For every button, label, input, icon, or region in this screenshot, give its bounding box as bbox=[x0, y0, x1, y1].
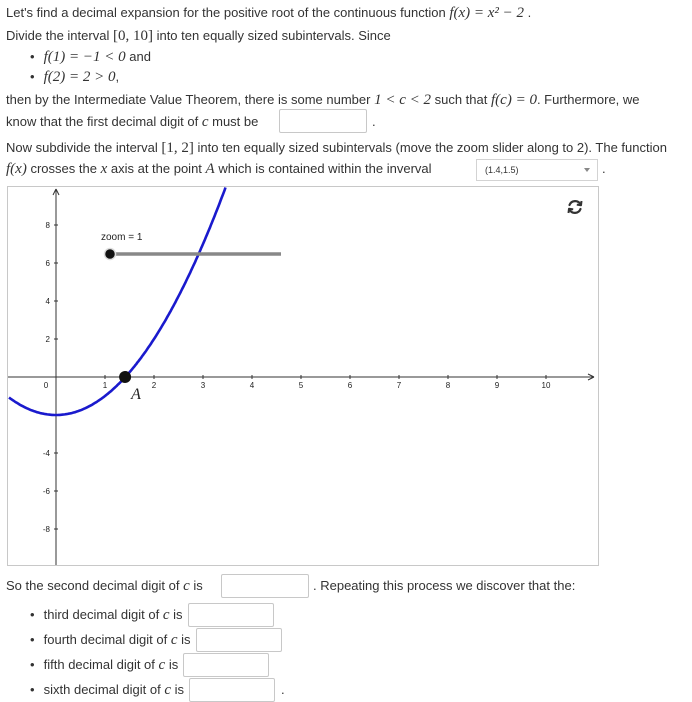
text: into ten equally sized subintervals. Since bbox=[156, 28, 391, 43]
intro-text: Let's find a decimal expansion for the positive root of the continuous function bbox=[6, 5, 446, 20]
punctuation: . bbox=[527, 5, 532, 20]
fourth-digit-input[interactable] bbox=[196, 628, 282, 652]
math-var: c bbox=[164, 682, 171, 698]
punctuation bbox=[281, 681, 285, 699]
x-tick-label: 10 bbox=[541, 381, 551, 390]
refresh-icon[interactable] bbox=[565, 197, 585, 217]
fourth-digit-line bbox=[30, 631, 191, 649]
y-tick-label: 6 bbox=[45, 259, 50, 268]
text: is bbox=[181, 632, 191, 647]
text: third decimal digit of bbox=[43, 607, 160, 622]
first-digit-input[interactable] bbox=[279, 109, 367, 133]
interval-dropdown[interactable] bbox=[476, 159, 598, 181]
second-digit-line bbox=[6, 577, 203, 595]
math-fc: f(c) = 0 bbox=[491, 92, 537, 108]
sixth-digit-input[interactable] bbox=[189, 678, 275, 702]
text: . bbox=[602, 161, 606, 176]
bullet-dot: • bbox=[30, 632, 35, 647]
text: . bbox=[372, 114, 376, 129]
bullet-f1 bbox=[30, 48, 151, 66]
x-tick-label: 9 bbox=[494, 381, 500, 390]
bullet-dot: • bbox=[30, 682, 35, 697]
y-tick-label: -6 bbox=[42, 487, 50, 496]
x-tick-label: 6 bbox=[347, 381, 353, 390]
text: So the second decimal digit of bbox=[6, 578, 180, 593]
text: Now subdivide the interval bbox=[6, 140, 158, 155]
bullet-dot: • bbox=[30, 657, 35, 672]
math-var: c bbox=[183, 578, 190, 594]
text: crosses the bbox=[30, 161, 97, 176]
dropdown-selected-value: (1.4,1.5) bbox=[485, 165, 519, 175]
second-digit-input[interactable] bbox=[221, 574, 309, 598]
text: is bbox=[174, 682, 184, 697]
text: Divide the interval bbox=[6, 28, 110, 43]
text: such that bbox=[434, 92, 488, 107]
y-tick-label: 8 bbox=[45, 221, 50, 230]
text: is bbox=[173, 607, 183, 622]
text: . Furthermore, we bbox=[536, 92, 640, 107]
math-var: c bbox=[158, 657, 166, 673]
text: know that the first decimal digit of bbox=[6, 114, 199, 129]
punctuation bbox=[372, 113, 376, 131]
math-var: c bbox=[201, 114, 209, 130]
y-tick-label: 4 bbox=[45, 297, 50, 306]
math-var: c bbox=[162, 607, 170, 623]
zoom-slider-handle[interactable] bbox=[105, 249, 116, 260]
x-tick-label: 7 bbox=[396, 381, 402, 390]
text: . Repeating this process we discover that the: bbox=[313, 578, 576, 593]
text: , bbox=[115, 69, 120, 84]
x-tick-label: 4 bbox=[249, 381, 255, 390]
sixth-digit-line bbox=[30, 681, 184, 699]
text: fourth decimal digit of bbox=[43, 632, 168, 647]
intro-line-6 bbox=[6, 113, 258, 131]
bullet-dot: • bbox=[30, 607, 35, 622]
chevron-down-icon bbox=[584, 168, 590, 172]
punctuation bbox=[602, 160, 606, 178]
bullet-dot: • bbox=[30, 49, 35, 64]
math-f1: f(1) = −1 < 0 bbox=[43, 49, 126, 65]
text: into ten equally sized subintervals (move the zoom slider along to 2). The function bbox=[197, 140, 667, 155]
third-digit-input[interactable] bbox=[188, 603, 274, 627]
intro-line-1 bbox=[6, 4, 531, 22]
point-A-label: A bbox=[131, 386, 141, 403]
interval-math: [0, 10] bbox=[112, 28, 153, 44]
text: then by the Intermediate Value Theorem, there is some number bbox=[6, 92, 371, 107]
repeat-text bbox=[313, 577, 575, 595]
text: . bbox=[281, 682, 285, 697]
fifth-digit-line bbox=[30, 656, 178, 674]
text: is bbox=[193, 578, 203, 593]
third-digit-line bbox=[30, 606, 183, 624]
text: sixth decimal digit of bbox=[43, 682, 161, 697]
fifth-digit-input[interactable] bbox=[183, 653, 269, 677]
text: is bbox=[168, 657, 179, 672]
origin-label: 0 bbox=[43, 381, 49, 390]
text: fifth decimal digit of bbox=[43, 657, 155, 672]
math-point: A bbox=[205, 161, 215, 177]
y-tick-label: -4 bbox=[42, 449, 50, 458]
y-tick-label: 2 bbox=[45, 335, 50, 344]
parabola-curve bbox=[9, 188, 226, 416]
x-tick-label: 5 bbox=[298, 381, 304, 390]
text: must be bbox=[212, 114, 259, 129]
x-tick-label: 8 bbox=[445, 381, 451, 390]
x-tick-label: 2 bbox=[151, 381, 157, 390]
zoom-label: zoom = 1 bbox=[101, 232, 143, 243]
x-tick-label: 1 bbox=[102, 381, 108, 390]
y-tick-label: -8 bbox=[42, 525, 50, 534]
math-fx: f(x) bbox=[6, 161, 27, 177]
text: which is contained within the inverval bbox=[218, 161, 432, 176]
subdivide-line-2 bbox=[6, 160, 432, 178]
x-tick-label: 3 bbox=[200, 381, 206, 390]
function-plot[interactable] bbox=[8, 187, 598, 565]
math-c-range: 1 < c < 2 bbox=[374, 92, 431, 108]
text: axis at the point bbox=[110, 161, 202, 176]
function-definition: f(x) = x² − 2 bbox=[449, 5, 525, 21]
point-A[interactable] bbox=[119, 371, 131, 383]
bullet-dot: • bbox=[30, 69, 35, 84]
math-f2: f(2) = 2 > 0 bbox=[43, 69, 116, 85]
subdivide-line-1 bbox=[6, 139, 667, 157]
intro-line-2 bbox=[6, 27, 391, 45]
interval-math: [1, 2] bbox=[161, 140, 194, 156]
text: and bbox=[129, 49, 151, 64]
math-var: x bbox=[100, 161, 108, 177]
bullet-f2 bbox=[30, 68, 119, 86]
intro-line-5 bbox=[6, 91, 640, 109]
math-var: c bbox=[170, 632, 178, 648]
